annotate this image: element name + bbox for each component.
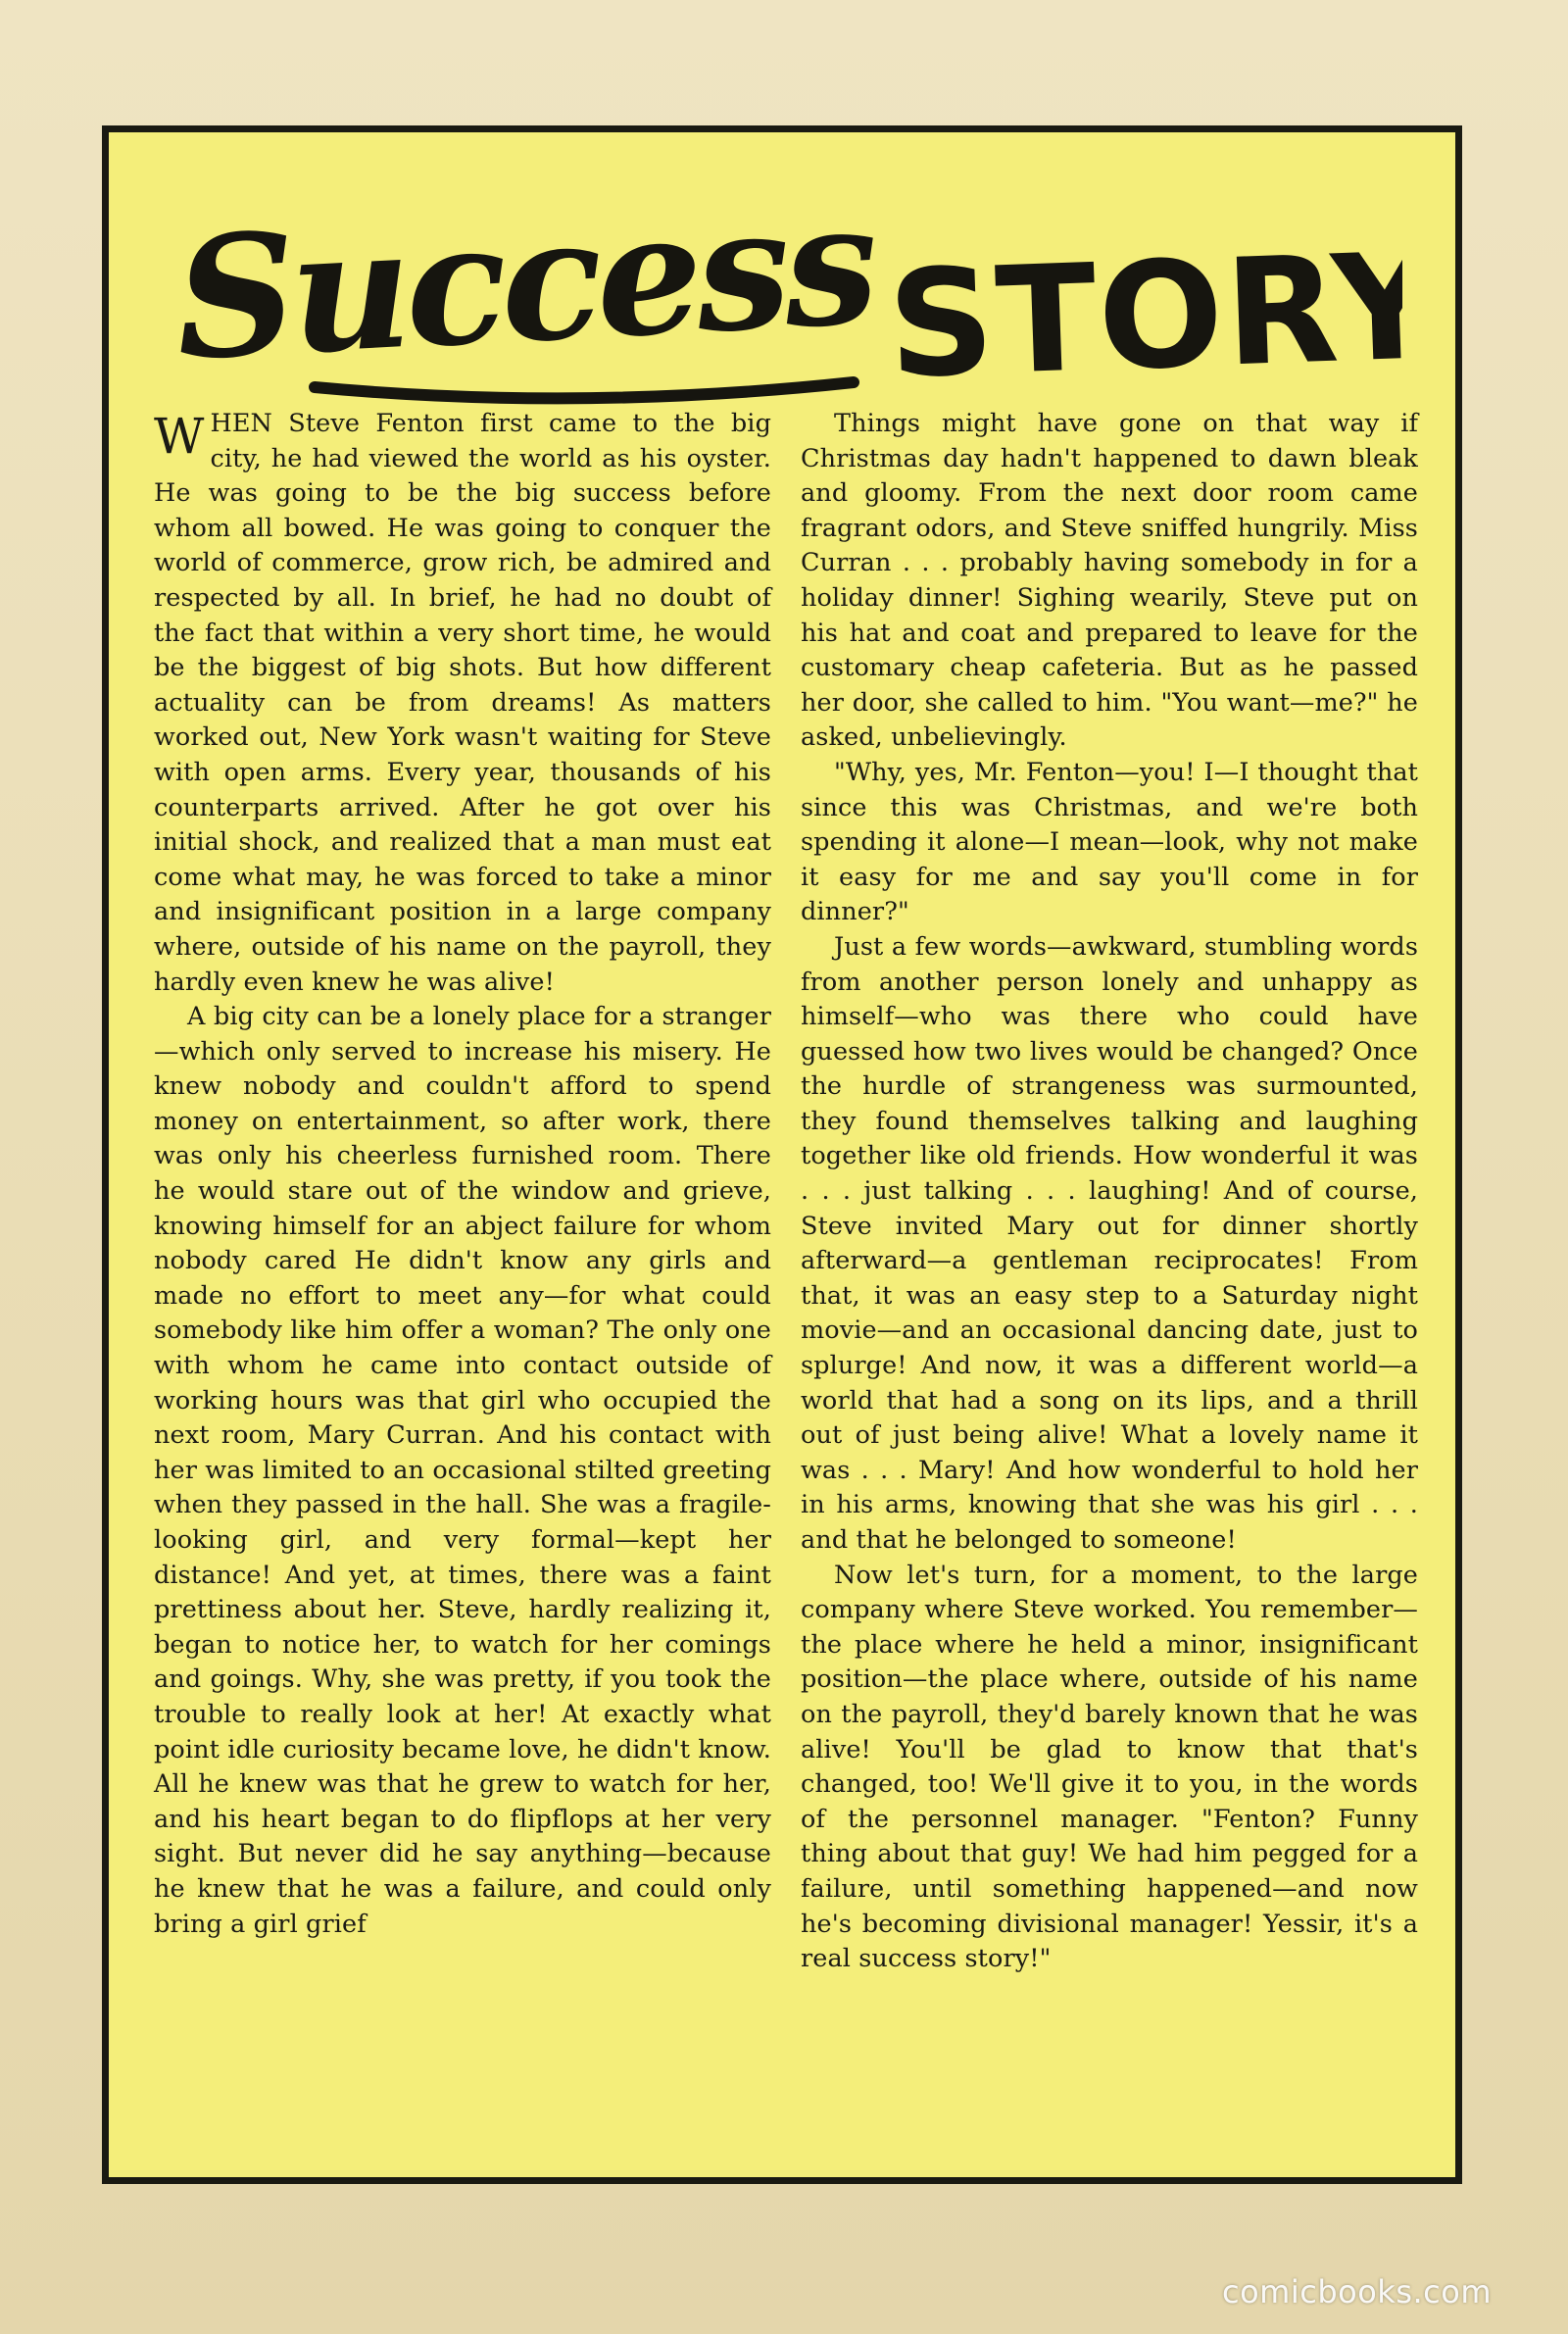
paragraph: Now let's turn, for a moment, to the large company where Steve worked. You remember—the place where he held a minor, insignificant position—the place where, outside of his name on the payroll, they'd barely known that he was alive! You'll be glad to know that that's changed, too! We'll give it to you, in the words of the personnel manager. "Fenton? Funny thing about that guy! We had him pegged for a failure, until something happened—and now he's becoming divisional manager! Yessir, it's a real success story!"	[801, 1560, 1418, 1974]
title-block: STORY	[885, 221, 1402, 412]
drop-cap: W	[154, 408, 205, 465]
paragraph	[154, 407, 771, 1000]
story-column-right	[801, 407, 1418, 2132]
paragraph: "Why, yes, Mr. Fenton—you! I—I thought that since this was Christmas, and we're both spending it alone—I mean—look, why not make it easy for me and say you'll come in for dinner?"	[801, 757, 1418, 927]
paragraph-text: HEN Steve Fenton first came to the big city, he had viewed the world as his oyster. He was going to be the big success before whom all bowed. He was going to conquer the world of commerce, grow rich, be admired and respected by all. In brief, he had no doubt of the fact that within a very short time, he would be the biggest of big shots. But how different actuality can be from dreams! As matters worked out, New York wasn't waiting for Steve with open arms. Every year, thousands of his counterparts arrived. After he got over his initial shock, and realized that a man must eat come what may, he was forced to take a minor and insignificant position in a large company where, outside of his name on the payroll, they hardly even knew he was alive!	[154, 409, 771, 997]
title-lettering	[168, 181, 1402, 436]
story-columns	[154, 407, 1418, 2132]
paragraph: Things might have gone on that way if Christmas day hadn't happened to dawn bleak and gloomy. From the next door room came fragrant odors, and Steve sniffed hungrily. Miss Curran . . . probably having somebody in for a holiday dinner! Sighing wearily, Steve put on his hat and coat and prepared to leave for the customary cheap cafeteria. But as he passed her door, she called to him. "You want—me?" he asked, unbelievingly.	[801, 409, 1418, 753]
watermark: comicbooks.com	[1221, 2273, 1492, 2310]
story-panel	[102, 125, 1462, 2184]
paragraph: A big city can be a lonely place for a stranger—which only served to increase his misery. He knew nobody and couldn't afford to spend money on entertainment, so after work, there was only his cheerless furnished room. There he would stare out of the window and grieve, knowing himself for an abject failure for whom nobody cared He didn't know any girls and made no effort to meet any—for what could somebody like him offer a woman? The only one with whom he came into contact outside of working hours was that girl who occupied the next room, Mary Curran. And his contact with her was limited to an occasional stilted greeting when they passed in the hall. She was a fragile-looking girl, and very formal—kept her distance! And yet, at times, there was a faint prettiness about her. Steve, hardly realizing it, began to notice her, to watch for her comings and goings. Why, she was pretty, if you took the trouble to really look at her! At exactly what point idle curiosity became love, he didn't know. All he knew was that he grew to watch for her, and his heart began to do flipflops at her very sight. But never did he say anything—because he knew that he was a failure, and could only bring a girl grief	[154, 1002, 771, 1939]
title-script: Success	[171, 181, 877, 399]
story-title	[168, 181, 1402, 436]
story-column-left	[154, 407, 771, 2132]
paragraph: Just a few words—awkward, stumbling words from another person lonely and unhappy as himself—who was there who could have guessed how two lives would be changed? Once the hurdle of strangeness was surmounted, they found themselves talking and laughing together like old friends. How wonderful it was . . . just talking . . . laughing! And of course, Steve invited Mary out for dinner shortly afterward—a gentleman reciprocates! From that, it was an easy step to a Saturday night movie—and an occasional dancing date, just to splurge! And now, it was a different world—a world that had a song on its lips, and a thrill out of just being alive! What a lovely name it was . . . Mary! And how wonderful to hold her in his arms, knowing that she was his girl . . . and that he belonged to someone!	[801, 931, 1418, 1555]
